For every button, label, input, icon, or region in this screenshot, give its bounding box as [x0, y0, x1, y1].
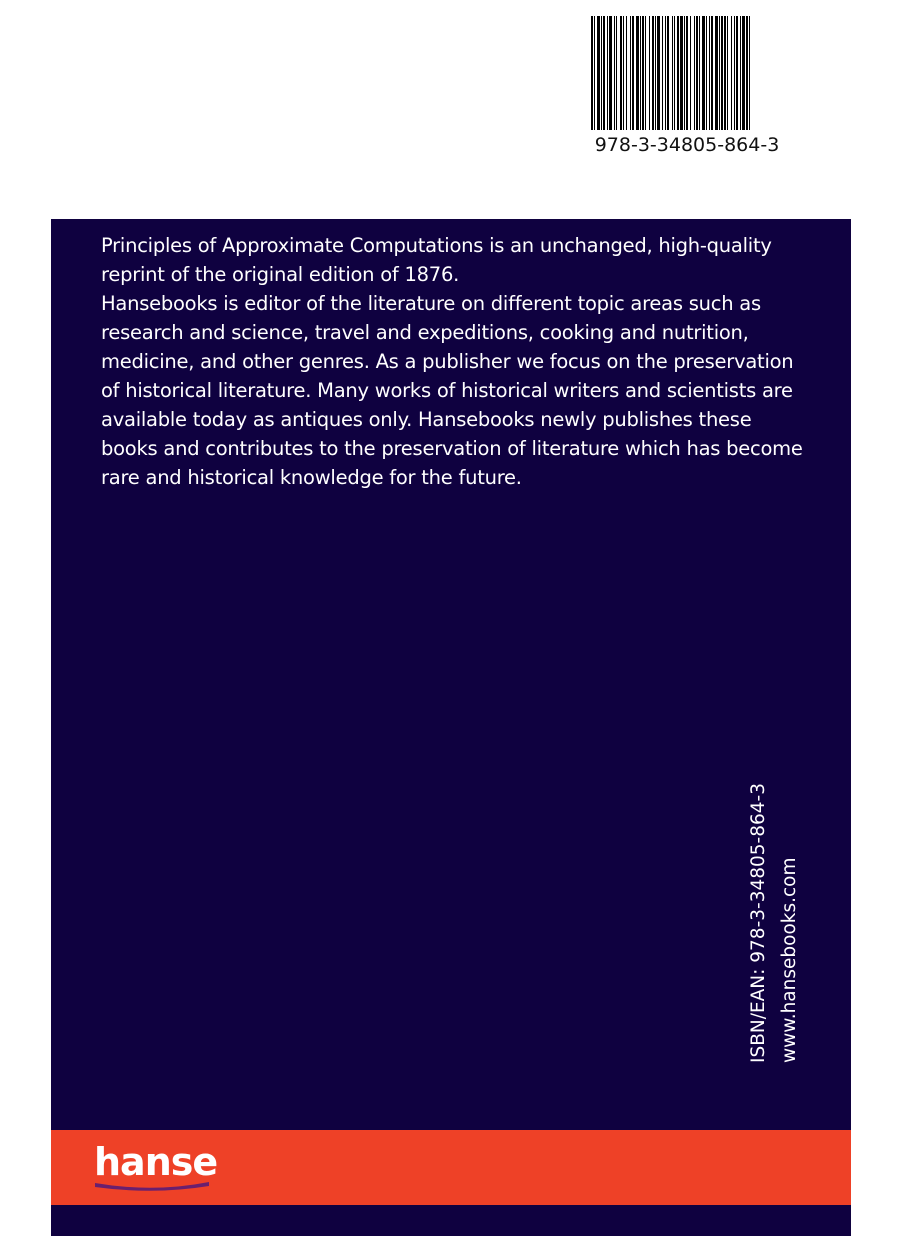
- barcode-bar: [597, 16, 600, 130]
- barcode-bar: [694, 16, 695, 130]
- barcode-bar: [620, 16, 622, 130]
- barcode-bar: [626, 16, 627, 130]
- barcode-bar: [607, 16, 608, 130]
- barcode-bar: [736, 16, 738, 130]
- barcode-bar: [616, 16, 617, 130]
- barcode-bar: [702, 16, 705, 130]
- barcode-bar: [734, 16, 735, 130]
- barcode-bar: [623, 16, 624, 130]
- back-cover-panel: [51, 219, 851, 1236]
- publisher-band: [51, 1130, 851, 1205]
- barcode-bar: [677, 16, 679, 130]
- barcode: [589, 16, 785, 156]
- barcode-bar: [715, 16, 718, 130]
- barcode-bar: [742, 16, 745, 130]
- barcode-bar: [727, 16, 728, 130]
- barcode-bar: [649, 16, 650, 130]
- blurb-paragraph-publisher: Hansebooks is editor of the literature on different topic areas such as research and science, travel and expeditions, cooking and nutrition, medicine, and other genres. As a publisher we focus on the preservation of historical literature. Many works of historical writers and scientists are available today as antiques only. Hansebooks newly publishes these books and contributes to the preservation of literature which has become rare and historical knowledge for the future.: [101, 292, 803, 489]
- barcode-bar: [731, 16, 732, 130]
- barcode-bar: [591, 16, 593, 130]
- barcode-bar: [699, 16, 700, 130]
- barcode-bar: [655, 16, 656, 130]
- barcode-bar: [721, 16, 723, 130]
- website-text: www.hansebooks.com: [779, 857, 800, 1063]
- spine-info: [745, 757, 825, 1063]
- barcode-bar: [746, 16, 748, 130]
- barcode-bar: [657, 16, 660, 130]
- barcode-bar: [594, 16, 595, 130]
- barcode-bar: [667, 16, 669, 130]
- barcode-bar: [719, 16, 720, 130]
- barcode-bar: [690, 16, 691, 130]
- barcode-bar: [740, 16, 741, 130]
- blurb-paragraph-intro: Principles of Approximate Computations is an unchanged, high-quality reprint of the original edition of 1876.: [101, 234, 772, 286]
- barcode-bar: [674, 16, 675, 130]
- barcode-bar: [696, 16, 698, 130]
- barcode-bar: [711, 16, 713, 130]
- barcode-bar: [665, 16, 666, 130]
- barcode-bars: [589, 16, 785, 130]
- barcode-bar: [652, 16, 654, 130]
- barcode-bar: [632, 16, 634, 130]
- barcode-bar: [614, 16, 615, 130]
- barcode-bar: [642, 16, 644, 130]
- isbn-text: ISBN/EAN: 978-3-34805-864-3: [748, 783, 769, 1063]
- barcode-bar: [709, 16, 710, 130]
- barcode-bar: [609, 16, 612, 130]
- hanse-logo: hanse: [94, 1140, 218, 1184]
- barcode-bar: [706, 16, 707, 130]
- barcode-bar: [672, 16, 673, 130]
- barcode-bar: [636, 16, 639, 130]
- barcode-bar: [630, 16, 631, 130]
- barcode-bar: [686, 16, 688, 130]
- barcode-bar: [601, 16, 602, 130]
- barcode-bar: [662, 16, 663, 130]
- logo-swoosh-icon: [93, 1179, 211, 1193]
- barcode-bar: [724, 16, 726, 130]
- barcode-bar: [749, 16, 750, 130]
- barcode-number: 978-3-34805-864-3: [594, 134, 780, 156]
- barcode-bar: [640, 16, 641, 130]
- blurb-text: [101, 231, 811, 492]
- barcode-bar: [680, 16, 683, 130]
- barcode-bar: [645, 16, 646, 130]
- barcode-bar: [684, 16, 685, 130]
- barcode-bar: [603, 16, 605, 130]
